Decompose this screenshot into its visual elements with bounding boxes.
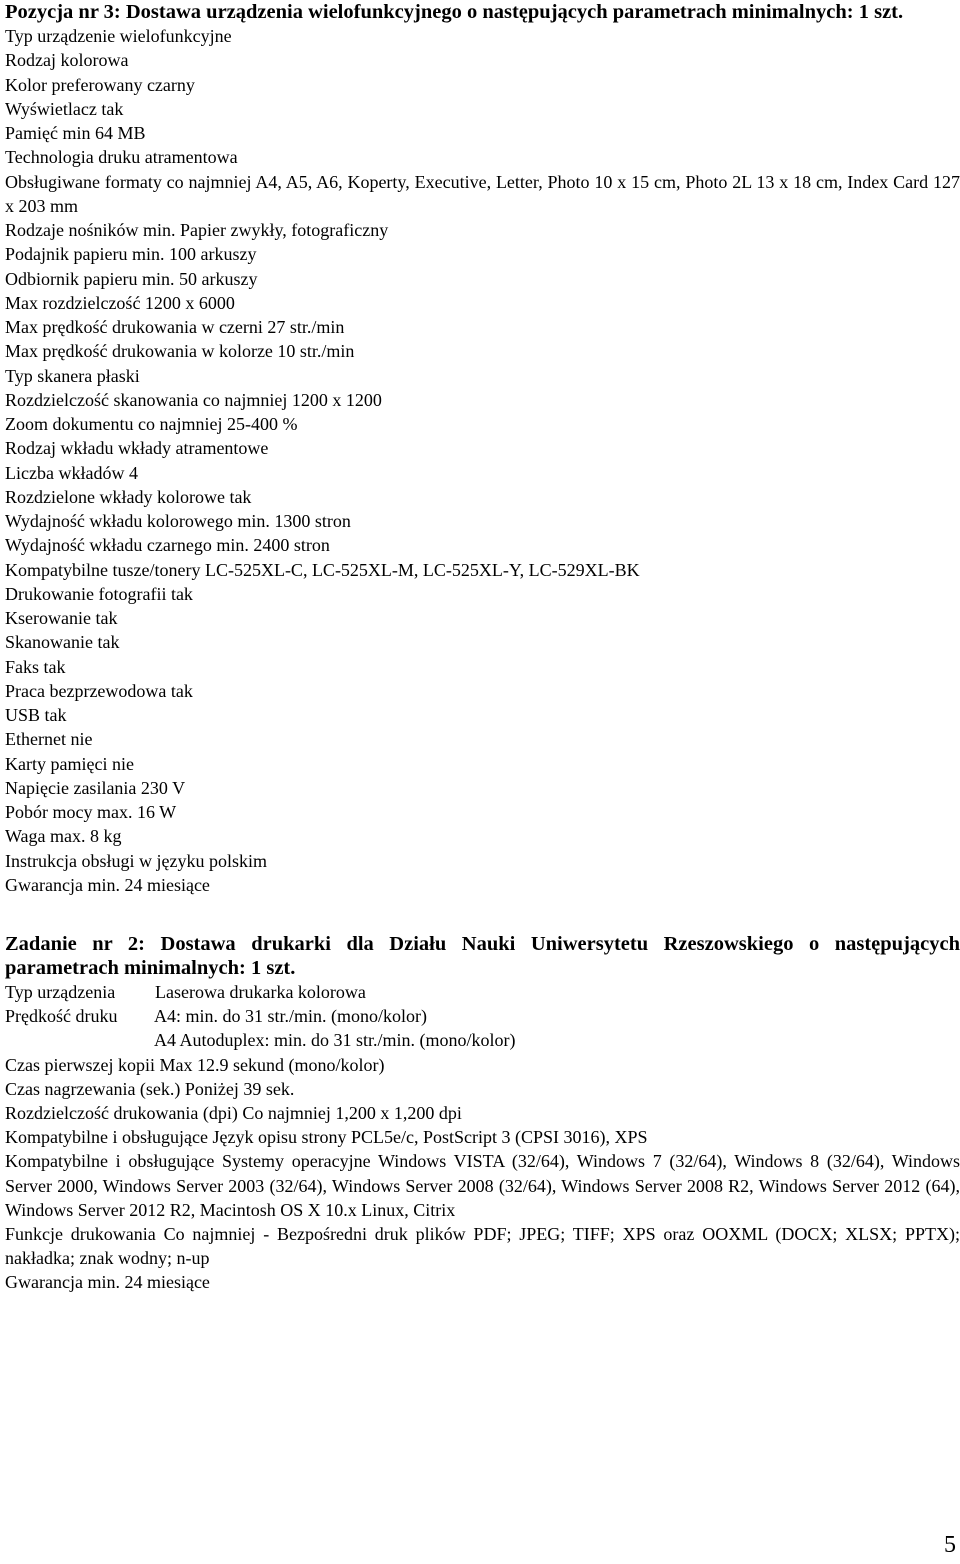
spec-line: Czas nagrzewania (sek.) Poniżej 39 sek. (5, 1078, 295, 1099)
page-number: 5 (944, 1532, 956, 1558)
spec-line: Faks tak (5, 656, 66, 677)
spec-line: Ethernet nie (5, 729, 93, 750)
spec-line: Instrukcja obsługi w języku polskim (5, 850, 267, 871)
spec-line: Wydajność wkładu kolorowego min. 1300 stron (5, 511, 351, 531)
spec-line: Rozdzielone wkłady kolorowe tak (5, 486, 252, 507)
spec-line: USB tak (5, 705, 67, 725)
spec-line: Wydajność wkładu czarnego min. 2400 stron (5, 535, 330, 556)
spec-line: Podajnik papieru min. 100 arkuszy (5, 244, 257, 265)
spec-line: Waga max. 8 kg (5, 826, 122, 847)
spec-line-predkosc-cont: A4 Autoduplex: min. do 31 str./min. (mono/kolor) (154, 1030, 516, 1051)
spec-line: Technologia druku atramentowa (5, 147, 238, 168)
spec-line: Odbiornik papieru min. 50 arkuszy (5, 268, 258, 289)
spec-line: Rodzaj wkładu wkłady atramentowe (5, 438, 269, 459)
spec-line-predkosc (5, 1004, 960, 1028)
spec-line: Praca bezprzewodowa tak (5, 680, 193, 701)
spec-line: Rodzaj kolorowa (5, 50, 129, 71)
spec-line: Kserowanie tak (5, 608, 118, 628)
section1-heading: Pozycja nr 3: Dostawa urządzenia wielofunkcyjnego o następujących parametrach minimalnych: 1 szt. (5, 1, 904, 23)
spec-line: Karty pamięci nie (5, 753, 134, 774)
spec-line: Gwarancja min. 24 miesiące (5, 874, 210, 895)
spec-value: Laserowa drukarka kolorowa (155, 982, 366, 1002)
spec-line: Rodzaje nośników min. Papier zwykły, fotograficzny (5, 220, 389, 240)
spec-line: Zoom dokumentu co najmniej 25-400 % (5, 414, 298, 434)
spec-line: Liczba wkładów 4 (5, 462, 138, 483)
spec-line: Gwarancja min. 24 miesiące (5, 1272, 210, 1293)
spec-line: Wyświetlacz tak (5, 98, 124, 119)
spec-value: A4: min. do 31 str./min. (mono/kolor) (154, 1006, 427, 1027)
spec-line: Kompatybilne tusze/tonery LC-525XL-C, LC-525XL-M, LC-525XL-Y, LC-529XL-BK (5, 559, 640, 580)
spec-label: Typ urządzenia (5, 982, 116, 1002)
spec-line: Kolor preferowany czarny (5, 74, 195, 95)
spec-line: Obsługiwane formaty co najmniej A4, A5, A6, Koperty, Executive, Letter, Photo 10 x 15 cm, Photo 2L 13 x 18 cm, Index Card 127 x 203 mm (5, 171, 960, 216)
spec-line: Czas pierwszej kopii Max 12.9 sekund (mono/kolor) (5, 1054, 385, 1075)
spec-line: Kompatybilne i obsługujące Systemy operacyjne Windows VISTA (32/64), Windows 7 (32/64), Windows 8 (32/64), Windows Server 2000, Windows Server 2003 (32/64), Windows Server 2008 (32/64), Windows Server 2008 R2, Windows Server 2012 (64), Windows Server 2012 R2, Macintosh OS X 10.x Linux, Citrix (5, 1151, 960, 1220)
spec-line: Typ skanera płaski (5, 365, 140, 386)
spec-label: Prędkość druku (5, 1006, 118, 1027)
spec-line: Napięcie zasilania 230 V (5, 777, 186, 798)
spec-line: Pamięć min 64 MB (5, 123, 146, 143)
section1-spec-list (5, 24, 960, 897)
spec-line-typ (5, 980, 960, 1004)
spec-line: Funkcje drukowania Co najmniej - Bezpośredni druk plików PDF; JPEG; TIFF; XPS oraz OOXML (DOCX; XLSX; PPTX); nakładka; znak wodny; n-up (5, 1224, 960, 1269)
spec-line: Kompatybilne i obsługujące Język opisu strony PCL5e/c, PostScript 3 (CPSI 3016), XPS (5, 1127, 648, 1148)
section2-heading: Zadanie nr 2: Dostawa drukarki dla Działu Nauki Uniwersytetu Rzeszowskiego o następujących parametrach minimalnych: 1 szt. (5, 933, 960, 979)
spec-line: Max prędkość drukowania w czerni 27 str./min (5, 317, 345, 337)
spec-line: Drukowanie fotografii tak (5, 583, 193, 604)
spec-line: Skanowanie tak (5, 632, 120, 653)
spec-line: Max rozdzielczość 1200 x 6000 (5, 292, 235, 313)
spec-line: Pobór mocy max. 16 W (5, 802, 177, 822)
spec-line: Max prędkość drukowania w kolorze 10 str./min (5, 341, 355, 362)
spec-line: Rozdzielczość skanowania co najmniej 1200 x 1200 (5, 389, 382, 410)
spec-line: Rozdzielczość drukowania (dpi) Co najmniej 1,200 x 1,200 dpi (5, 1103, 462, 1124)
spec-line: Typ urządzenie wielofunkcyjne (5, 26, 232, 46)
section2-spec-list (5, 980, 960, 1295)
document-page (5, 0, 960, 1295)
